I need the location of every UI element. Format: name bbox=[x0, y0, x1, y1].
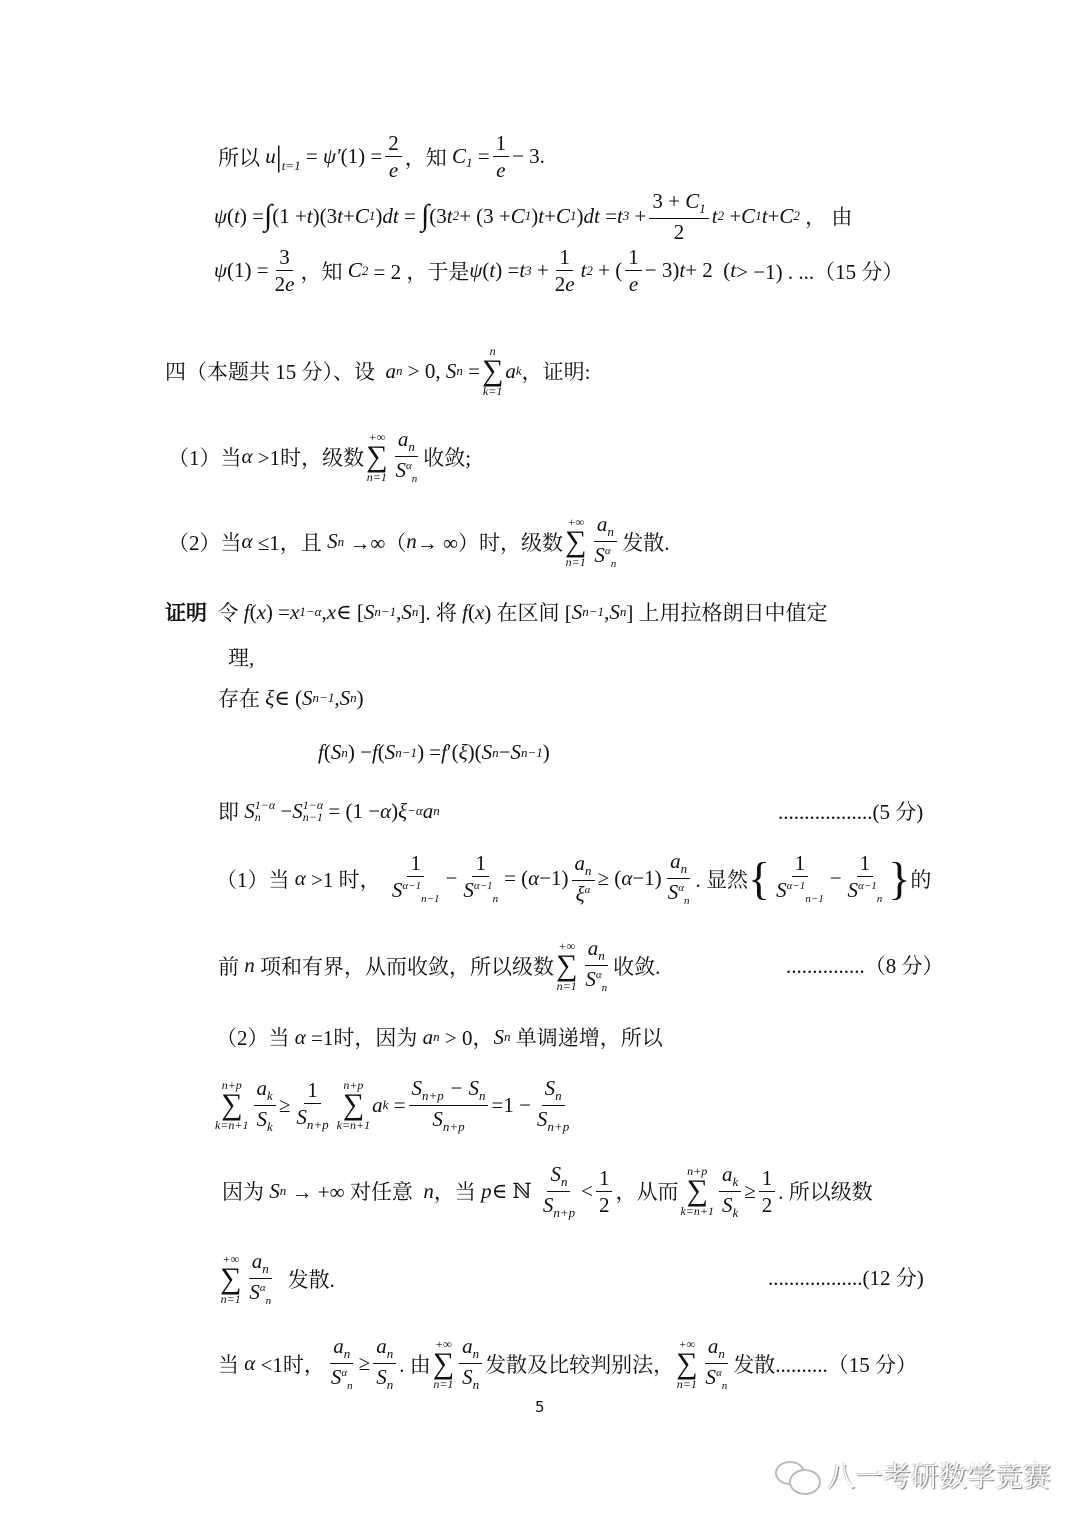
proof-part2-line-4: +∞ ∑ n=1 $\frac{a_n}{S^\alpha_n}$ 发散. bbox=[220, 1249, 335, 1308]
proof-line-4: 即 S 1−α n − S 1−α n−1 = (1 − α ) ξ −α a n bbox=[218, 798, 440, 824]
page-number: 5 bbox=[535, 1398, 545, 1416]
proof-part2-line-5: 当 α <1时， $\frac{a_n}{S^\alpha_n}$ ≥ $\frac{a_n}{S_n}$ . 由 +∞ ∑ n=1 $\frac{a_n}{S_n}$ 发散及比较判别法， +∞ ∑ n=1 $\frac{a_n}{S^\alpha_n}$ 发散 ..........（15 分） bbox=[218, 1334, 917, 1393]
proof-line-1: 证明 令 f ( x ) = x 1−α , x ∈ [ S n−1 , S n ]. 将 f ( x ) 在区间 [ S n−1 , S n ] 上用拉格朗日中值定 bbox=[165, 597, 828, 627]
score-12: ..................(12 分) bbox=[768, 1266, 924, 1290]
score-5: ..................(5 分) bbox=[778, 800, 924, 824]
problem4-ask: ，证明: bbox=[521, 360, 591, 384]
proof-label: 证明 bbox=[165, 601, 207, 625]
proof-part2-line-1: （2）当 α =1时，因为 a n > 0， S n 单调递增，所以 bbox=[216, 1024, 663, 1050]
problem4-q2: （2）当 α ≤1，且 S n →∞（ n → ∞）时，级数 +∞ ∑ n=1 $\frac{a_n}{S^\alpha_n}$ 发散. bbox=[168, 512, 670, 571]
proof-part1-line-2: 前 n 项和有界，从而收敛，所以级数 +∞ ∑ n=1 $\frac{a_n}{S^\alpha_n}$ 收敛. bbox=[218, 936, 661, 995]
part3-line-2: ψ ( t ) = ∫ (1 + t )(3 t + C 1 ) dt = ∫ (3 t 2 + (3 + C 1 ) t + C 1 ) dt = t 3 + $\frac{3 + C_1}{2}$ t 2 + C 1 t + C 2 ， 由 bbox=[214, 189, 853, 244]
score-15: ..........（15 分） bbox=[775, 1352, 917, 1377]
problem4-statement: 四（本题共 15 分）、设 a n > 0, S n = n ∑ k=1 a k ，证明: bbox=[165, 344, 591, 398]
problem4-header: 四（本题共 15 分）、设 bbox=[165, 360, 375, 384]
watermark-text: 八一考研数学竞赛 bbox=[827, 1460, 1052, 1493]
watermark bbox=[775, 1455, 1051, 1495]
wechat-icon bbox=[775, 1459, 821, 1491]
proof-part1-line-1: （1）当 α >1 时， $\frac{1}{S^{\alpha-1}_{n-1}}$ − $\frac{1}{S^{\alpha-1}_n}$ = ( α −1) $\frac{a_n}{\xi^\alpha}$ ≥ ( α −1) $\frac{a_n}{S^\alpha_n}$ . 显然 { $\frac{1}{S^{\alpha-1}_{n-1}}$ − $\frac{1}{S^{\alpha-1}_n}$ } 的 bbox=[216, 849, 932, 908]
part3-line-3: ψ (1) = $\frac{3}{2e}$ ，知 C 2 = 2 ，于是 ψ ( t ) = t 3 + $\frac{1}{2e}$ t 2 + ( $\frac{1}{e}$ − 3) t + 2 ( t > −1) . ...（15 分） bbox=[214, 245, 904, 297]
part3-line-1: 所以 u | $_{t=1}$ = ψ′ (1) = $\frac{2}{e}$ ，知 C $_1$ = $\frac{1}{e}$ − 3. bbox=[218, 131, 545, 183]
proof-part2-line-3: 因为 S n → +∞ 对任意 n ，当 p ∈ ℕ $\frac{S_n}{S_{n+p}}$ < $\frac{1}{2}$ ，从而 n+p ∑ k=n+1 $\frac{a_k}{S_k}$ ≥ $\frac{1}{2}$ . 所以级数 bbox=[222, 1162, 873, 1221]
proof-part2-line-2: n+p ∑ k=n+1 $\frac{a_k}{S_k}$ ≥ $\frac{1}{S_{n+p}}$ n+p ∑ k=n+1 a k = $\frac{S_{n+p} - S_n}{S_{n+p}}$ =1 − $\frac{S_n}{S_{n+p}}$ bbox=[215, 1076, 570, 1135]
proof-line-1-cont: 理, bbox=[228, 646, 255, 670]
score-8: ...............（8 分） bbox=[786, 954, 944, 978]
problem4-q1: （1）当 α >1时，级数 +∞ ∑ n=1 $\frac{a_n}{S^\alpha_n}$ 收敛; bbox=[168, 427, 472, 486]
proof-line-2: 存在 ξ ∈ ( S n−1 , S n ) bbox=[218, 685, 364, 711]
proof-line-3-mvt: f ( S n ) − f ( S n−1 ) = f ′( ξ )( S n − S n−1 ) bbox=[318, 740, 550, 764]
